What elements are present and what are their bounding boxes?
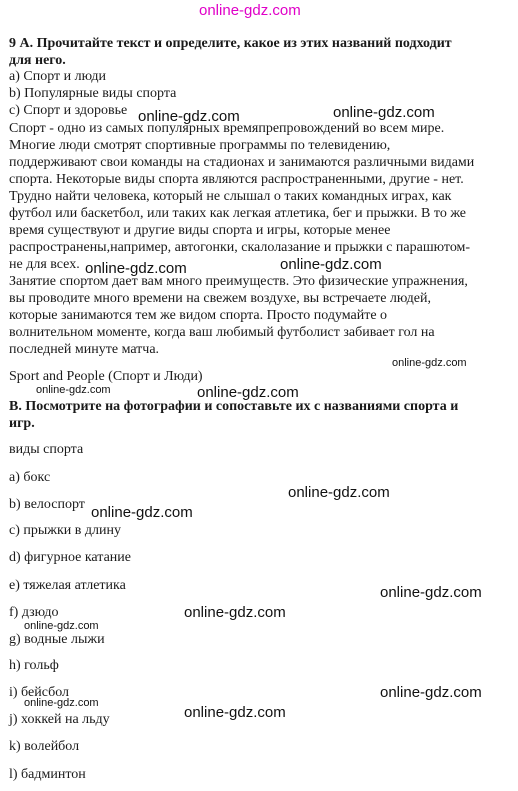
- list-item: f) дзюдо: [9, 605, 59, 620]
- paragraph-line: вы проводите много времени на свежем воздухе, вы встречаете людей,: [9, 291, 431, 306]
- paragraph-line: Спорт - одно из самых популярных времяпрепровождений во всем мире.: [9, 121, 445, 136]
- paragraph-line: футбол или баскетбол, или таких как легкая атлетика, бег и прыжки. В то же: [9, 206, 467, 221]
- watermark: online-gdz.com: [24, 620, 99, 632]
- watermark: online-gdz.com: [380, 584, 482, 601]
- list-item: j) хоккей на льду: [9, 712, 110, 727]
- watermark: online-gdz.com: [184, 604, 286, 621]
- list-item: a) бокс: [9, 470, 51, 485]
- watermark: online-gdz.com: [392, 357, 467, 369]
- paragraph-2: [9, 273, 509, 358]
- list-item: l) бадминтон: [9, 767, 86, 782]
- paragraph-line: распространены,например, автогонки, скалолазание и прыжки с парашютом-: [9, 240, 471, 255]
- top-watermark: online-gdz.com: [199, 2, 301, 19]
- task-b-heading-line1: B. Посмотрите на фотографии и сопоставьте их с названиями спорта и: [9, 399, 459, 414]
- list-item: b) велоспорт: [9, 497, 85, 512]
- watermark: online-gdz.com: [138, 108, 240, 125]
- option-a: a) Спорт и люди: [9, 69, 106, 84]
- paragraph-line: Занятие спортом дает вам много преимуществ. Это физические упражнения,: [9, 274, 468, 289]
- watermark: online-gdz.com: [333, 104, 435, 121]
- task-b-heading-line2: игр.: [9, 416, 35, 431]
- paragraph-line: Многие люди смотрят спортивные программы по телевидению,: [9, 138, 391, 153]
- paragraph-line: спорта. Некоторые виды спорта являются распространенными, другие - нет.: [9, 172, 464, 187]
- watermark: online-gdz.com: [36, 384, 111, 396]
- option-c: c) Спорт и здоровье: [9, 103, 128, 118]
- option-b: b) Популярные виды спорта: [9, 86, 177, 101]
- list-item: g) водные лыжи: [9, 632, 105, 647]
- paragraph-line: поддерживают свои команды на стадионах и занимаются различными видами: [9, 155, 475, 170]
- watermark: online-gdz.com: [197, 384, 299, 401]
- paragraph-1: [9, 120, 509, 273]
- list-item: e) тяжелая атлетика: [9, 578, 126, 593]
- watermark: online-gdz.com: [91, 504, 193, 521]
- watermark: online-gdz.com: [380, 684, 482, 701]
- task-a-heading-line1: 9 А. Прочитайте текст и определите, какое из этих названий подходит: [9, 36, 452, 51]
- watermark: online-gdz.com: [85, 260, 187, 277]
- watermark: online-gdz.com: [24, 697, 99, 709]
- list-item: c) прыжки в длину: [9, 523, 121, 538]
- watermark: online-gdz.com: [280, 256, 382, 273]
- list-item: d) фигурное катание: [9, 550, 131, 565]
- paragraph-line: которые занимаются тем же видом спорта. Просто подумайте о: [9, 308, 388, 323]
- paragraph-line: последней минуте матча.: [9, 342, 160, 357]
- paragraph-line: время существуют и другие виды спорта и игры, которые менее: [9, 223, 391, 238]
- list-title: виды спорта: [9, 442, 84, 457]
- list-item: h) гольф: [9, 658, 59, 673]
- task-a-heading-line2: для него.: [9, 53, 66, 68]
- watermark: online-gdz.com: [184, 704, 286, 721]
- answer-text: Sport and People (Спорт и Люди): [9, 369, 203, 384]
- paragraph-line: Трудно найти человека, который не слышал о таких командных играх, как: [9, 189, 452, 204]
- list-item: i) бейсбол: [9, 685, 70, 700]
- watermark: online-gdz.com: [288, 484, 390, 501]
- paragraph-line: не для всех.: [9, 257, 80, 272]
- paragraph-line: волнительном моменте, когда ваш любимый футболист забивает гол на: [9, 325, 435, 340]
- list-item: k) волейбол: [9, 739, 80, 754]
